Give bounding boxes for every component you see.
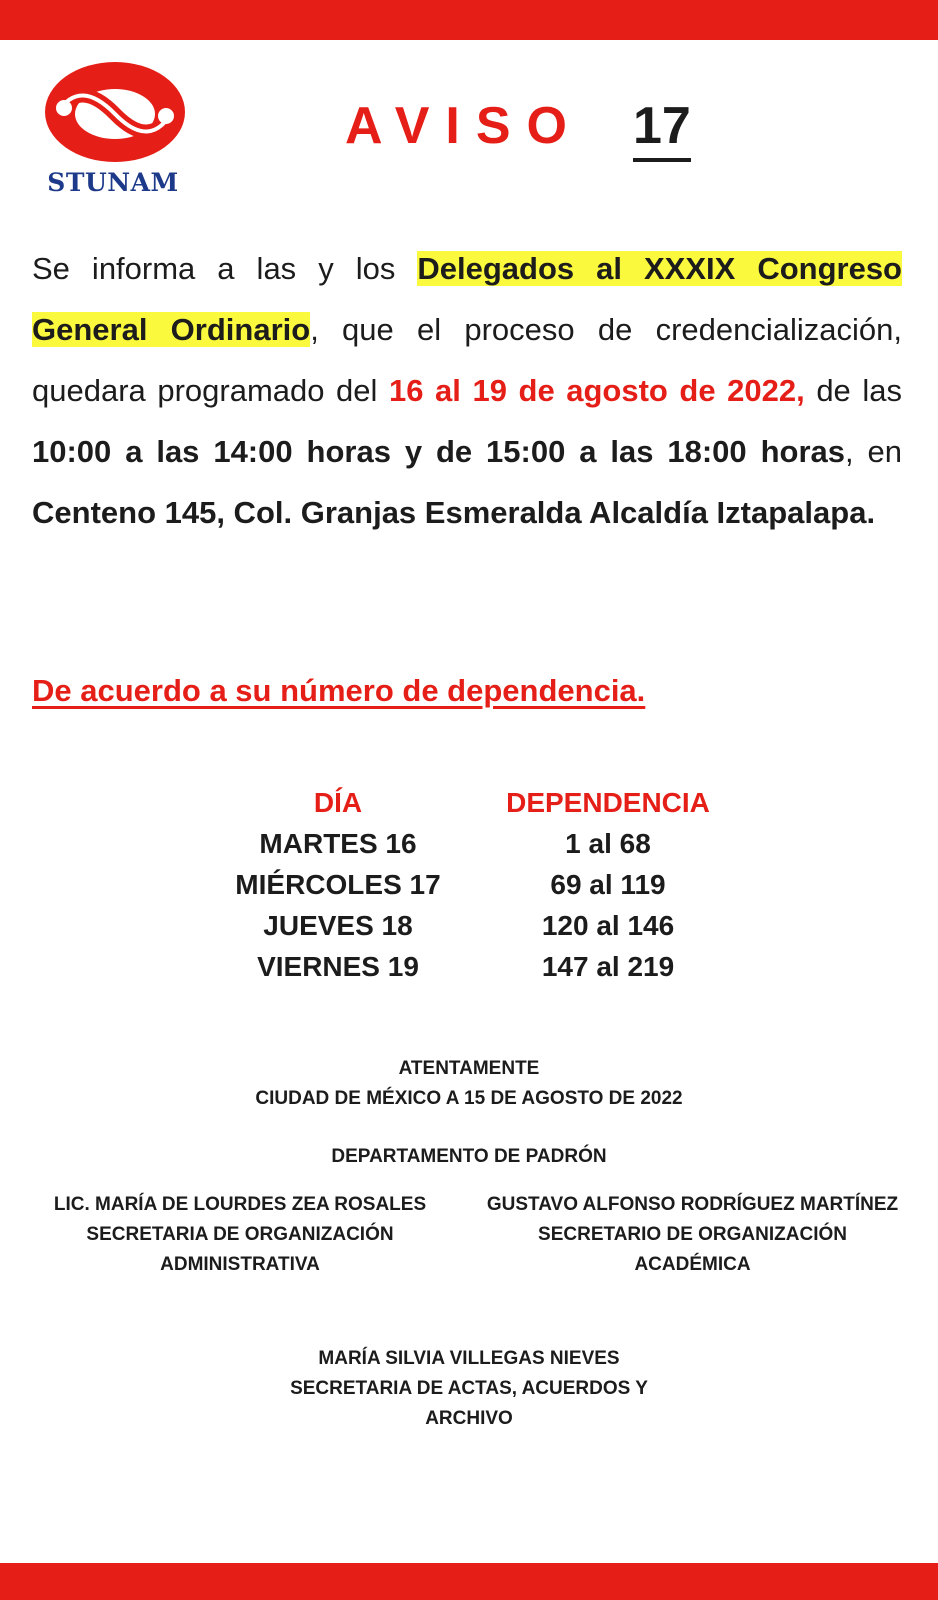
- notice-title: [345, 97, 691, 155]
- notice-word: AVISO: [345, 97, 583, 155]
- paragraph-text-3: de las: [804, 373, 902, 408]
- day-cell: MARTES 16: [259, 827, 417, 859]
- stunam-emblem-icon: [40, 58, 190, 166]
- address: Centeno 145, Col. Granjas Esmeralda Alcaldía Iztapalapa.: [32, 495, 876, 530]
- day-cell: VIERNES 19: [257, 950, 419, 982]
- closing-block: [0, 1054, 938, 1114]
- signature-right: [470, 1190, 915, 1280]
- signer-name: GUSTAVO ALFONSO RODRÍGUEZ MARTÍNEZ: [486, 1194, 899, 1215]
- time-range: 10:00 a las 14:00 horas y de 15:00 a las 18:00 horas: [32, 434, 845, 469]
- paragraph-text-2: , que el proceso de credencialización, quedara programado del: [32, 312, 902, 408]
- regards-text: ATENTAMENTE: [398, 1058, 540, 1079]
- day-cell: MIÉRCOLES 17: [235, 868, 441, 900]
- signature-bottom: [0, 1344, 938, 1434]
- logo-text: STUNAM: [47, 168, 179, 197]
- header-day: DÍA: [313, 786, 363, 818]
- top-red-bar: [0, 0, 938, 40]
- notice-paragraph: [32, 238, 902, 543]
- dependency-cell: 147 al 219: [541, 950, 675, 982]
- dependency-cell: 1 al 68: [565, 827, 651, 859]
- signer-title: ARCHIVO: [425, 1408, 513, 1429]
- table-header-row: [0, 782, 938, 823]
- schedule-table: [0, 782, 938, 987]
- signer-title: ACADÉMICA: [634, 1254, 751, 1275]
- dependency-cell: 120 al 146: [541, 909, 675, 941]
- header-dependency: DEPENDENCIA: [506, 786, 710, 818]
- day-cell: JUEVES 18: [263, 909, 413, 941]
- table-row: [0, 905, 938, 946]
- paragraph-text-4: , en: [845, 434, 902, 469]
- place-date-text: CIUDAD DE MÉXICO A 15 DE AGOSTO DE 2022: [255, 1088, 683, 1109]
- date-range: 16 al 19 de agosto de 2022,: [389, 373, 805, 408]
- signer-title: SECRETARIO DE ORGANIZACIÓN: [538, 1224, 847, 1245]
- section-subtitle: De acuerdo a su número de dependencia.: [32, 673, 646, 708]
- signer-title: SECRETARIA DE ORGANIZACIÓN: [86, 1224, 394, 1245]
- notice-number: 17: [632, 97, 691, 155]
- signer-name: LIC. MARÍA DE LOURDES ZEA ROSALES: [53, 1194, 427, 1215]
- table-row: [0, 823, 938, 864]
- signer-title: SECRETARIA DE ACTAS, ACUERDOS Y: [290, 1378, 648, 1399]
- signer-title: ADMINISTRATIVA: [160, 1254, 320, 1275]
- bottom-red-bar: [0, 1563, 938, 1600]
- dependency-cell: 69 al 119: [550, 868, 666, 900]
- stunam-logo: [28, 58, 198, 208]
- department-text: DEPARTAMENTO DE PADRÓN: [331, 1146, 607, 1167]
- signer-name: MARÍA SILVIA VILLEGAS NIEVES: [318, 1348, 620, 1369]
- highlighted-delegates: Delegados al XXXIX Congreso General Ordinario: [32, 251, 902, 347]
- paragraph-text-1: Se informa a las y los: [32, 251, 418, 286]
- table-row: [0, 946, 938, 987]
- table-row: [0, 864, 938, 905]
- signature-left: [30, 1190, 450, 1280]
